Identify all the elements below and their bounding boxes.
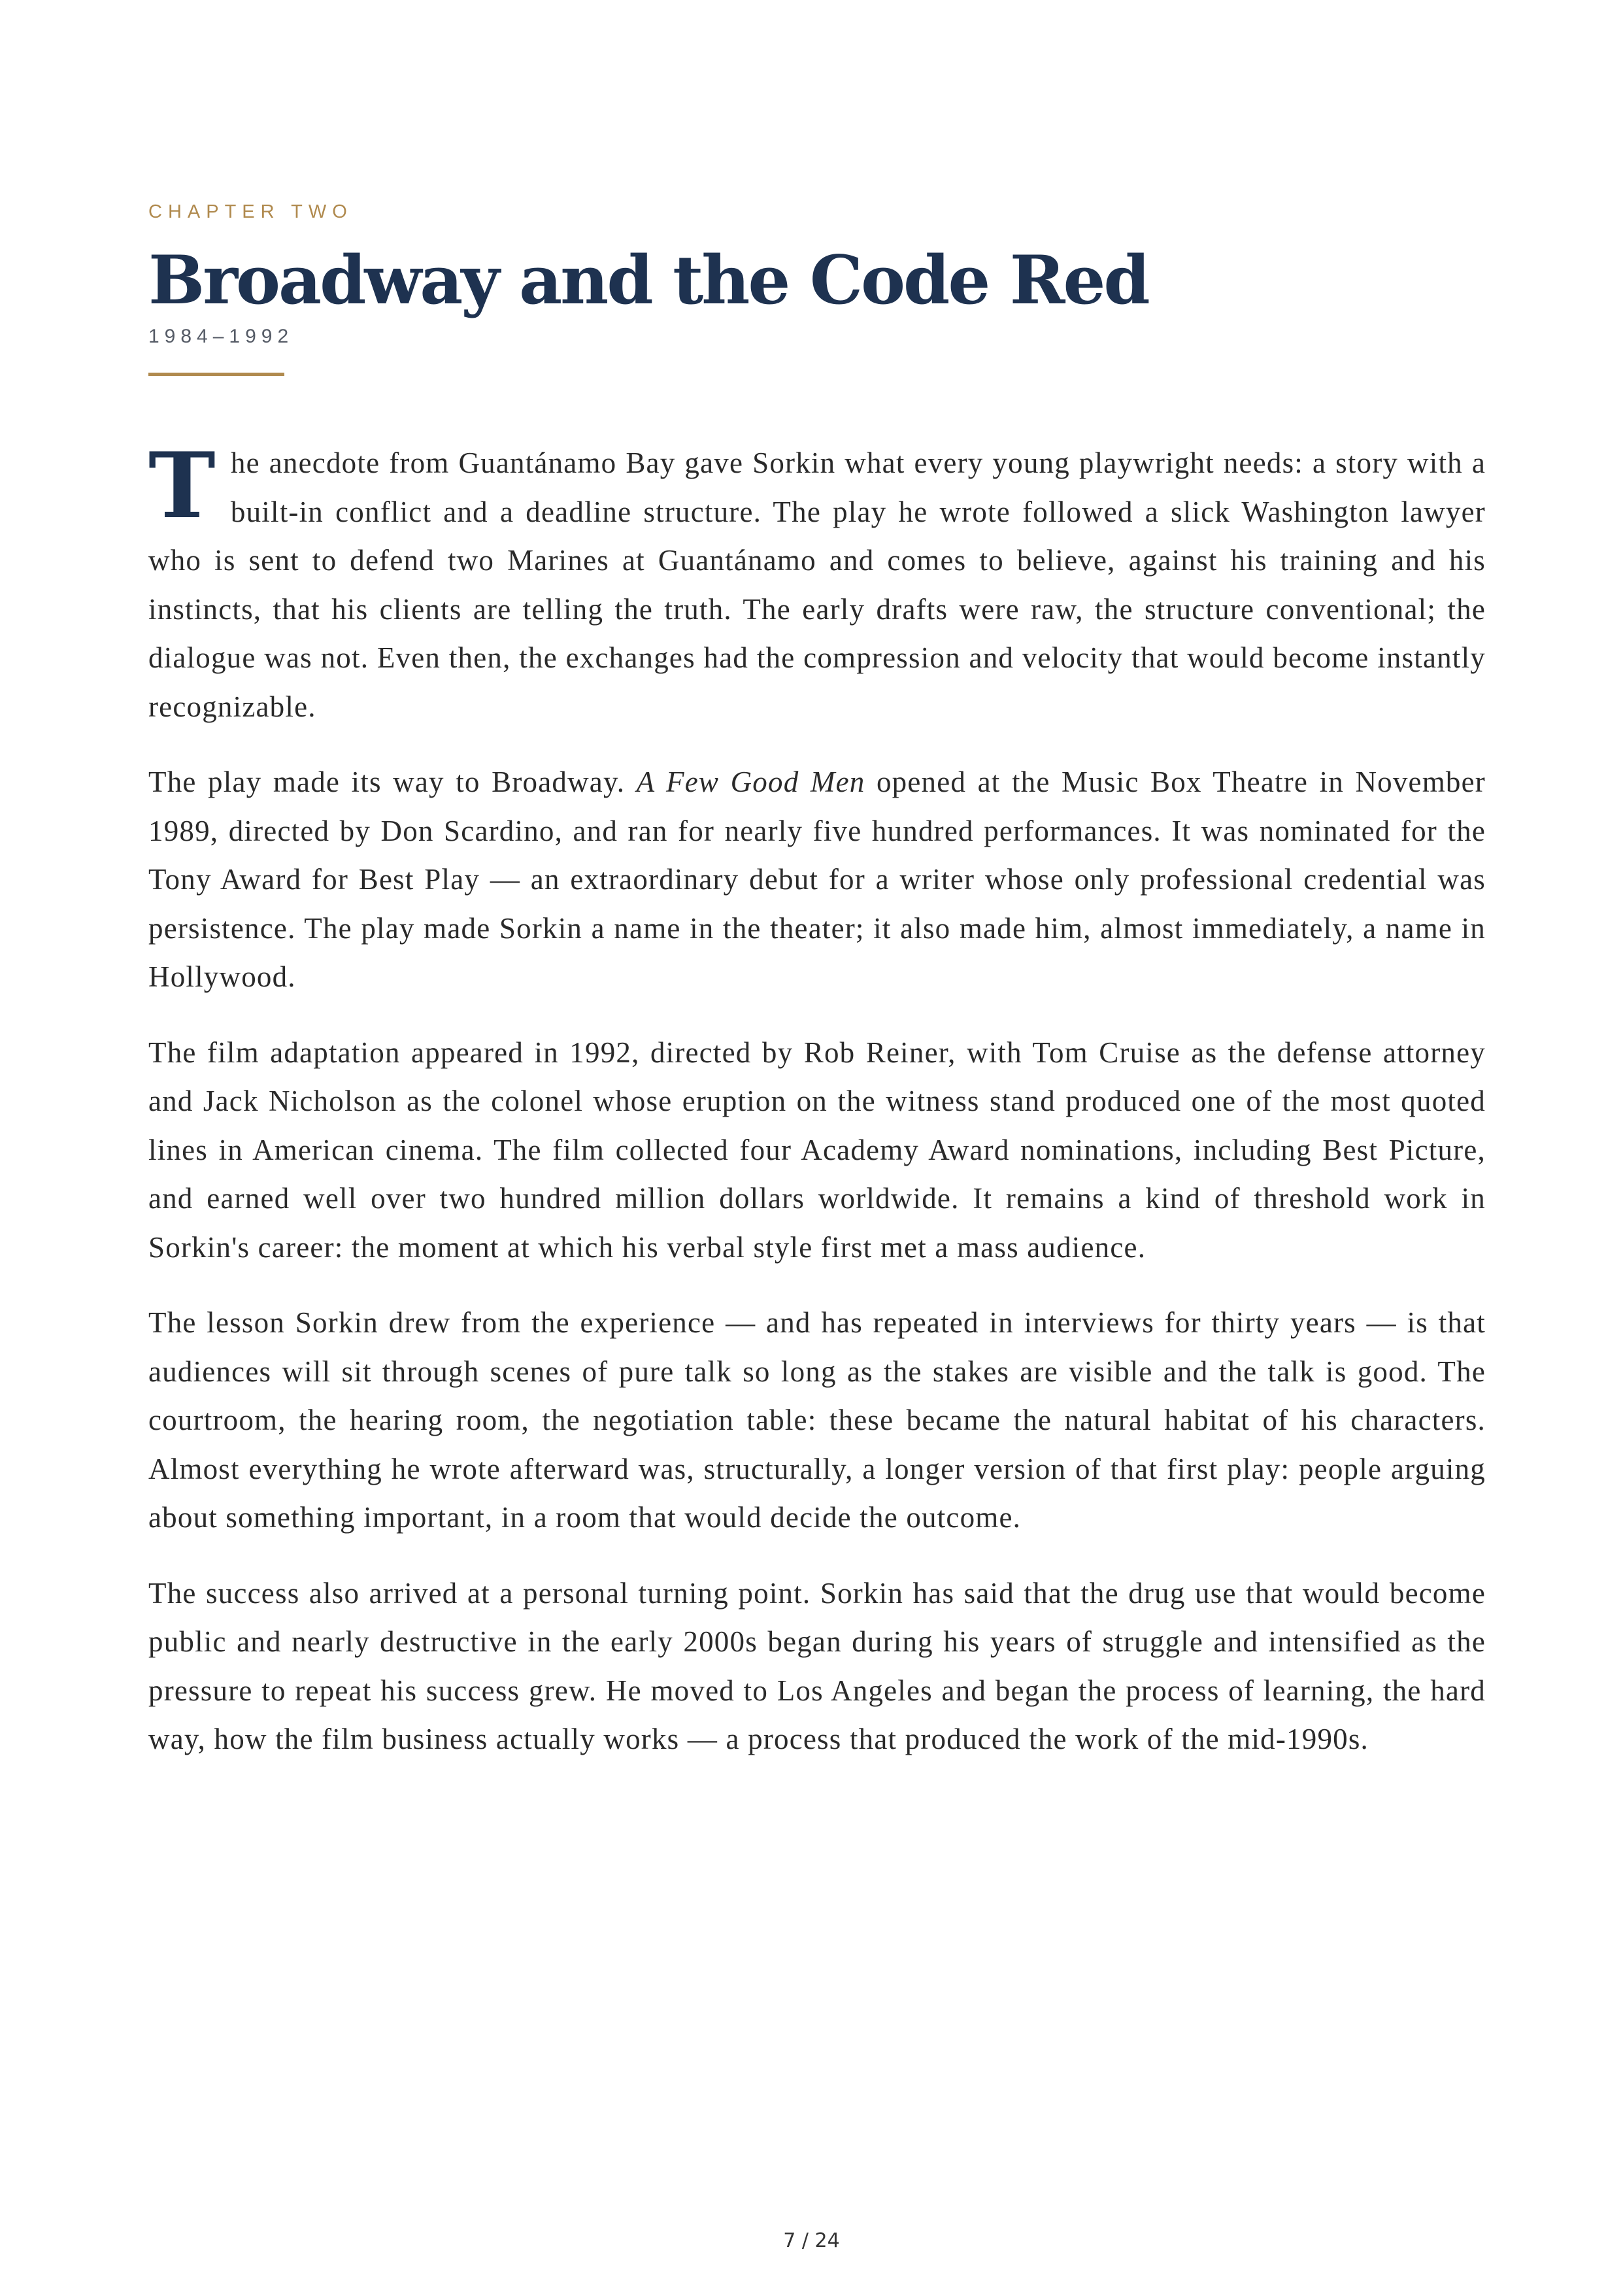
paragraph-1-text: he anecdote from Guantánamo Bay gave Sorkin what every young playwright needs: a story with a built-in conflict and a deadline structure. The play he wrote followed a slick Washington lawyer who is sent to defend two Marines at Guantánamo and comes to believe, against his training and his instincts, that his clients are telling the truth. The early drafts were raw, the structure conventional; the dialogue was not. Even then, the exchanges had the compression and velocity that would become instantly recognizable.: [148, 447, 1486, 723]
drop-cap: T: [148, 432, 216, 539]
play-title-italic: A Few Good Men: [636, 766, 865, 798]
paragraph-2-text-before: The play made its way to Broadway.: [148, 766, 637, 798]
chapter-years: 1984–1992: [148, 326, 294, 347]
page-number: 7 / 24: [783, 2229, 840, 2252]
chapter-content: [148, 196, 1486, 1791]
paragraph-2: [148, 758, 1486, 1002]
chapter-body: [148, 432, 1486, 1764]
paragraph-2-text-after: opened at the Music Box Theatre in November 1989, directed by Don Scardino, and ran for nearly five hundred performances. It was nominated for the Tony Award for Best Play — an extraordinary debut for a writer whose only professional credential was persistence. The play made Sorkin a name in the theater; it also made him, almost immediately, a name in Hollywood.: [148, 766, 1486, 993]
paragraph-3: The film adaptation appeared in 1992, directed by Rob Reiner, with Tom Cruise as the defense attorney and Jack Nicholson as the colonel whose eruption on the witness stand produced one of the most quoted lines in American cinema. The film collected four Academy Award nominations, including Best Picture, and earned well over two hundred million dollars worldwide. It remains a kind of threshold work in Sorkin's career: the moment at which his verbal style first met a mass audience.: [148, 1036, 1486, 1264]
title-divider: [148, 373, 284, 376]
paragraph-1: [148, 432, 1486, 731]
paragraph-4: The lesson Sorkin drew from the experience — and has repeated in interviews for thirty years — is that audiences will sit through scenes of pure talk so long as the stakes are visible and the talk is good. The courtroom, the hearing room, the negotiation table: these became the natural habitat of his characters. Almost everything he wrote afterward was, structurally, a longer version of that first play: people arguing about something important, in a room that would decide the outcome.: [148, 1306, 1486, 1534]
chapter-label: CHAPTER TWO: [148, 201, 353, 222]
paragraph-5: The success also arrived at a personal turning point. Sorkin has said that the drug use that would become public and nearly destructive in the early 2000s began during his years of struggle and intensified as the pressure to repeat his success grew. He moved to Los Angeles and began the process of learning, the hard way, how the film business actually works — a process that produced the work of the mid-1990s.: [148, 1576, 1486, 1755]
chapter-title: Broadway and the Code Red: [148, 241, 1148, 320]
